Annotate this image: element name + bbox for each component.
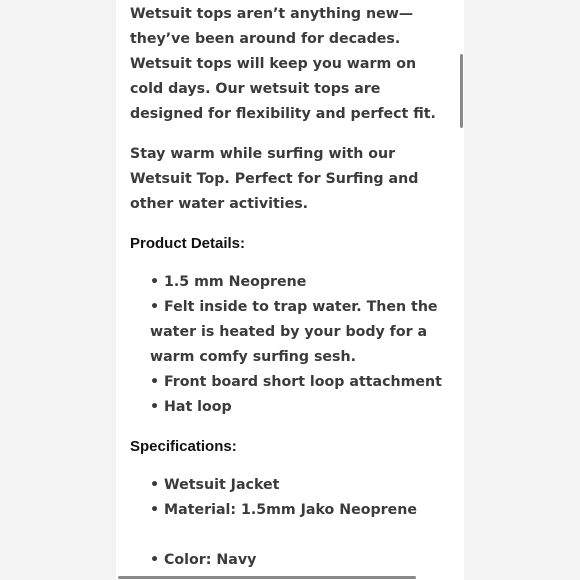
list-item-text: Wetsuit Jacket xyxy=(164,477,280,493)
list-item xyxy=(150,295,452,370)
bullet-icon: • xyxy=(150,552,160,568)
product-details-list xyxy=(130,270,452,420)
description-paragraph-1: Wetsuit tops aren’t anything new—they’ve been around for decades. Wetsuit tops will keep you warm on cold days. Our wetsuit tops are designed for flexibility and perfect fit. xyxy=(130,6,436,122)
bullet-icon: • xyxy=(150,299,160,315)
product-details-heading: Product Details: xyxy=(130,235,246,252)
bullet-icon: • xyxy=(150,502,160,518)
list-item xyxy=(150,473,452,498)
list-item xyxy=(150,370,452,395)
description-paragraph-2: Stay warm while surfing with our Wetsuit Top. Perfect for Surfing and other water activities. xyxy=(130,146,419,212)
bullet-icon: • xyxy=(150,399,160,415)
list-item xyxy=(150,548,452,573)
product-description-panel xyxy=(116,0,464,580)
list-item-text: Front board short loop attachment xyxy=(164,374,442,390)
product-description-text xyxy=(130,0,452,573)
horizontal-scrollbar[interactable] xyxy=(118,576,416,579)
list-item-text: Felt inside to trap water. Then the water is heated by your body for a warm comfy surfing sesh. xyxy=(150,299,438,365)
list-item-text: Material: 1.5mm Jako Neoprene xyxy=(164,502,417,518)
list-item-text: 1.5 mm Neoprene xyxy=(164,274,307,290)
list-item-text: Hat loop xyxy=(164,399,232,415)
vertical-scrollbar[interactable] xyxy=(460,54,463,128)
list-item-text: Color: Navy xyxy=(164,552,257,568)
list-item xyxy=(150,395,452,420)
specifications-list xyxy=(130,473,452,573)
bullet-icon: • xyxy=(150,274,160,290)
specifications-heading: Specifications: xyxy=(130,438,237,455)
list-item xyxy=(150,270,452,295)
bullet-icon: • xyxy=(150,374,160,390)
bullet-icon: • xyxy=(150,477,160,493)
list-item xyxy=(150,498,452,523)
